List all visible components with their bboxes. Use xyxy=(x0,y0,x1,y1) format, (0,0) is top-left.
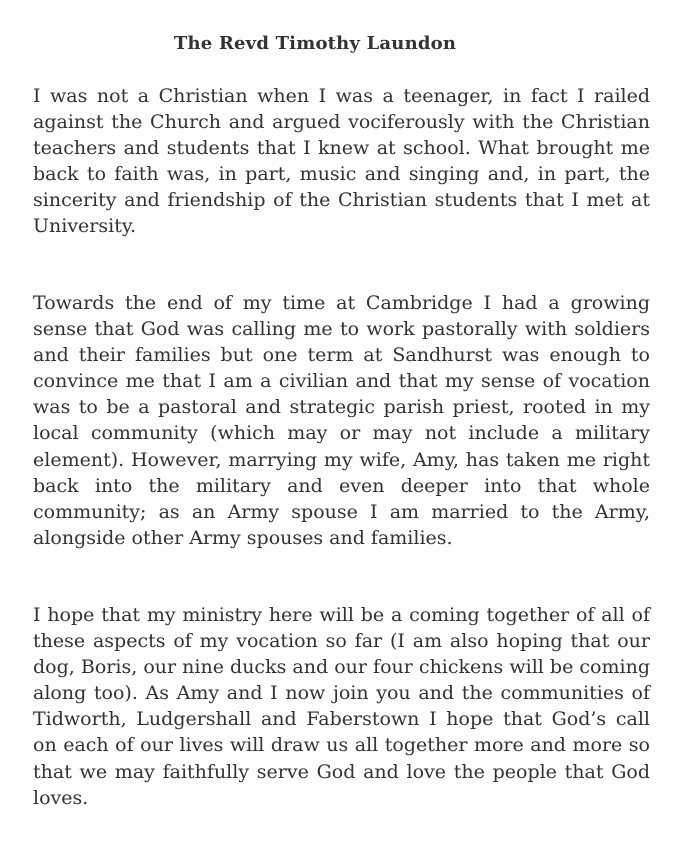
paragraph-1: I was not a Christian when I was a teenager, in fact I railed against the Church and argued vociferously with the Christian teachers and students that I knew at school. What brought me back to faith was, in part, music and singing and, in part, the sincerity and friendship of the Christian students that I met at University. xyxy=(33,85,650,238)
paragraph-3: I hope that my ministry here will be a coming together of all of these aspects of my vocation so far (I am also hoping that our dog, Boris, our nine ducks and our four chickens will be coming along too). As Amy and I now join you and the communities of Tidworth, Ludgershall and Faberstown I hope that God’s call on each of our lives will draw us all together more and more so that we may faithfully serve God and love the people that God loves. xyxy=(33,604,650,809)
paragraph-2: Towards the end of my time at Cambridge I had a growing sense that God was calling me to work pastorally with soldiers and their families but one term at Sandhurst was enough to convince me that I am a civilian and that my sense of vocation was to be a pastoral and strategic parish priest, rooted in my local community (which may or may not include a military element). However, marrying my wife, Amy, has taken me right back into the military and even deeper into that whole community; as an Army spouse I am married to the Army, alongside other Army spouses and families. xyxy=(33,292,650,549)
document-title: The Revd Timothy Laundon xyxy=(173,33,457,54)
